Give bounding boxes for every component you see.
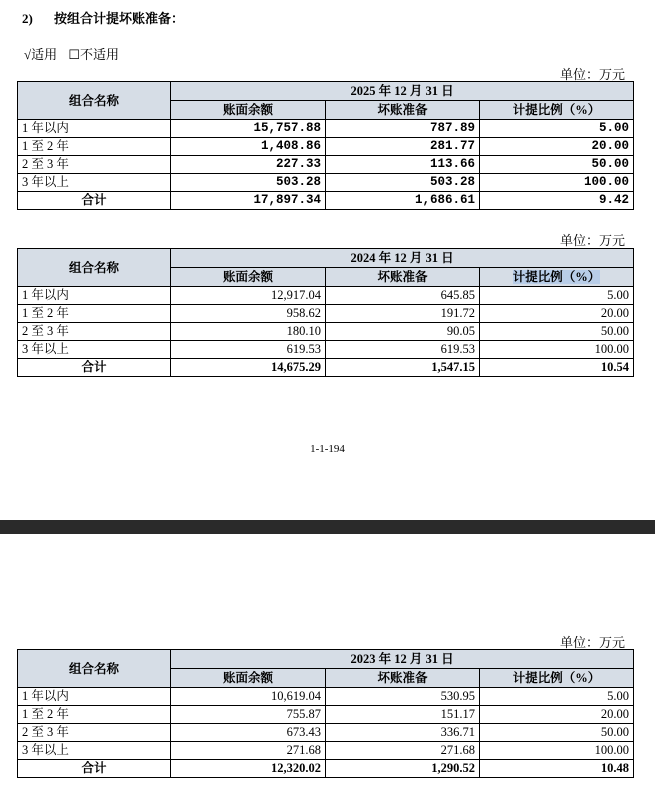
row-provision: 619.53 [326, 341, 480, 359]
balance-header: 账面余额 [171, 669, 326, 688]
row-balance: 271.68 [171, 742, 326, 760]
unit-label-2024: 单位：万元 [559, 233, 625, 248]
row-provision: 271.68 [326, 742, 480, 760]
row-name: 2 至 3 年 [18, 724, 171, 742]
total-row [18, 192, 634, 210]
row-ratio: 50.00 [480, 323, 634, 341]
section-title: 按组合计提坏账准备： [54, 11, 185, 26]
table-row [18, 174, 634, 192]
total-provision: 1,547.15 [326, 359, 480, 377]
ratio-header: 计提比例（%） [480, 669, 634, 688]
total-label: 合计 [18, 359, 171, 377]
table-row [18, 341, 634, 359]
table-row [18, 742, 634, 760]
unit-label-2023: 单位：万元 [559, 635, 625, 650]
provision-table-2023 [17, 649, 634, 778]
row-provision: 90.05 [326, 323, 480, 341]
row-ratio: 5.00 [480, 287, 634, 305]
row-provision: 645.85 [326, 287, 480, 305]
row-name: 1 年以内 [18, 287, 171, 305]
date-header: 2025 年 12 月 31 日 [171, 82, 634, 101]
ratio-header-selected[interactable]: 计提比例（%） [512, 270, 601, 284]
total-balance: 17,897.34 [171, 192, 326, 210]
balance-header: 账面余额 [171, 101, 326, 120]
row-ratio: 5.00 [480, 120, 634, 138]
total-label: 合计 [18, 192, 171, 210]
row-balance: 227.33 [171, 156, 326, 174]
date-header: 2023 年 12 月 31 日 [171, 650, 634, 669]
provision-table-2025 [17, 81, 634, 210]
row-balance: 12,917.04 [171, 287, 326, 305]
row-ratio: 20.00 [480, 706, 634, 724]
row-balance: 503.28 [171, 174, 326, 192]
row-provision: 503.28 [326, 174, 480, 192]
row-ratio: 100.00 [480, 742, 634, 760]
row-balance: 15,757.88 [171, 120, 326, 138]
total-ratio: 9.42 [480, 192, 634, 210]
applicable-option[interactable]: √适用 [24, 47, 58, 62]
row-name: 1 年以内 [18, 120, 171, 138]
table-row [18, 688, 634, 706]
row-ratio: 20.00 [480, 138, 634, 156]
provision-header: 坏账准备 [326, 669, 480, 688]
row-balance: 673.43 [171, 724, 326, 742]
row-name: 1 年以内 [18, 688, 171, 706]
applicability-options [24, 44, 127, 63]
row-ratio: 100.00 [480, 341, 634, 359]
row-provision: 191.72 [326, 305, 480, 323]
row-provision: 787.89 [326, 120, 480, 138]
row-provision: 336.71 [326, 724, 480, 742]
section-number: 2) [22, 11, 33, 26]
total-balance: 14,675.29 [171, 359, 326, 377]
row-name: 2 至 3 年 [18, 156, 171, 174]
row-balance: 958.62 [171, 305, 326, 323]
row-balance: 755.87 [171, 706, 326, 724]
row-provision: 113.66 [326, 156, 480, 174]
section-heading [22, 8, 184, 27]
provision-header: 坏账准备 [326, 101, 480, 120]
total-row [18, 359, 634, 377]
table-row [18, 138, 634, 156]
provision-table-2024 [17, 248, 634, 377]
group-name-header: 组合名称 [18, 249, 171, 287]
row-ratio: 5.00 [480, 688, 634, 706]
row-ratio: 20.00 [480, 305, 634, 323]
row-ratio: 50.00 [480, 724, 634, 742]
page-break-divider [0, 520, 655, 534]
row-name: 3 年以上 [18, 341, 171, 359]
group-name-header: 组合名称 [18, 650, 171, 688]
row-name: 1 至 2 年 [18, 305, 171, 323]
total-label: 合计 [18, 760, 171, 778]
total-row [18, 760, 634, 778]
row-ratio: 100.00 [480, 174, 634, 192]
row-provision: 281.77 [326, 138, 480, 156]
row-name: 1 至 2 年 [18, 706, 171, 724]
balance-header: 账面余额 [171, 268, 326, 287]
row-balance: 619.53 [171, 341, 326, 359]
total-provision: 1,686.61 [326, 192, 480, 210]
date-header: 2024 年 12 月 31 日 [171, 249, 634, 268]
total-ratio: 10.54 [480, 359, 634, 377]
row-name: 1 至 2 年 [18, 138, 171, 156]
table-row [18, 156, 634, 174]
row-name: 2 至 3 年 [18, 323, 171, 341]
total-ratio: 10.48 [480, 760, 634, 778]
unit-label-2025: 单位：万元 [559, 67, 625, 82]
row-balance: 1,408.86 [171, 138, 326, 156]
table-row [18, 323, 634, 341]
table-row [18, 305, 634, 323]
row-provision: 530.95 [326, 688, 480, 706]
provision-header: 坏账准备 [326, 268, 480, 287]
table-row [18, 287, 634, 305]
not-applicable-option[interactable]: ☐不适用 [68, 47, 120, 62]
row-ratio: 50.00 [480, 156, 634, 174]
table-row [18, 724, 634, 742]
total-provision: 1,290.52 [326, 760, 480, 778]
row-name: 3 年以上 [18, 742, 171, 760]
table-row [18, 120, 634, 138]
row-balance: 10,619.04 [171, 688, 326, 706]
row-balance: 180.10 [171, 323, 326, 341]
row-name: 3 年以上 [18, 174, 171, 192]
ratio-header: 计提比例（%） [480, 101, 634, 120]
total-balance: 12,320.02 [171, 760, 326, 778]
table-row [18, 706, 634, 724]
page-number: 1-1-194 [310, 443, 345, 455]
row-provision: 151.17 [326, 706, 480, 724]
group-name-header: 组合名称 [18, 82, 171, 120]
ratio-header [480, 268, 634, 287]
